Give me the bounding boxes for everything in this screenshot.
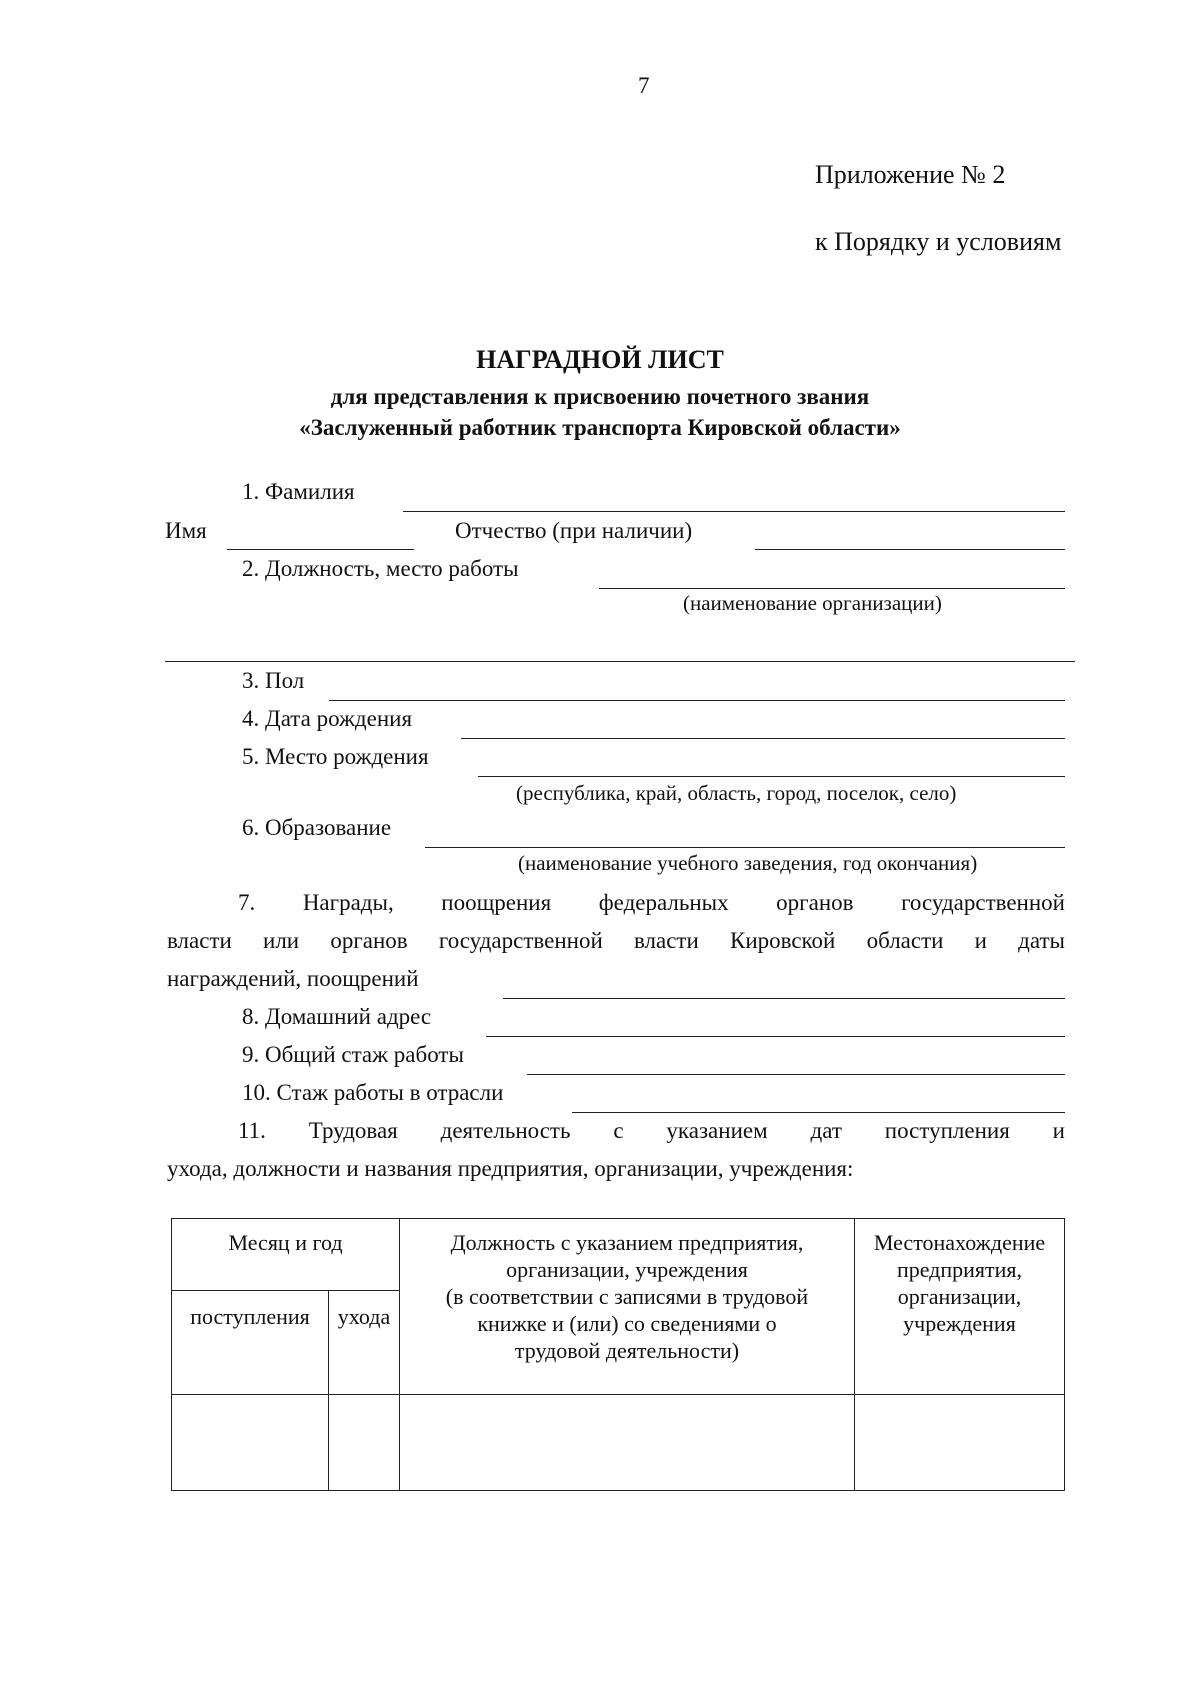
leave-header	[329, 1291, 400, 1395]
entry-header	[172, 1291, 329, 1395]
entry-label: поступления	[190, 1304, 310, 1329]
location-col-line2: предприятия,	[896, 1257, 1023, 1282]
awards-text-line1: 7. Награды, поощрения федеральных органов государственной	[238, 890, 1065, 915]
appendix-reference: к Порядку и условиям	[815, 227, 1062, 256]
appendix-number: Приложение № 2	[815, 160, 1006, 189]
leave-label: ухода	[337, 1304, 391, 1329]
position-label: 2. Должность, место работы	[242, 556, 519, 581]
home-address-label: 8. Домашний адрес	[242, 1004, 432, 1029]
employment-history-table	[171, 1218, 1065, 1491]
birth-place-label: 5. Место рождения	[242, 744, 429, 769]
total-experience-line[interactable]	[527, 1074, 1065, 1075]
position-cell[interactable]	[400, 1395, 855, 1491]
sex-line[interactable]	[329, 700, 1065, 701]
name-line[interactable]	[227, 549, 414, 550]
industry-experience-label: 10. Стаж работы в отрасли	[242, 1080, 504, 1105]
leave-cell[interactable]	[329, 1395, 400, 1491]
position-col-line5: трудовой деятельности)	[514, 1338, 740, 1363]
birth-place-hint: (республика, край, область, город, поселок, село)	[516, 781, 957, 805]
position-hint: (наименование организации)	[683, 591, 942, 615]
patronymic-line[interactable]	[755, 549, 1065, 550]
home-address-line[interactable]	[486, 1036, 1065, 1037]
education-line[interactable]	[425, 847, 1065, 848]
location-cell[interactable]	[855, 1395, 1065, 1491]
position-col-line1: Должность с указанием предприятия,	[450, 1230, 804, 1255]
page-number: 7	[638, 73, 650, 98]
location-col-line1: Местонахождение	[873, 1230, 1046, 1255]
position-col-line2: организации, учреждения	[506, 1257, 748, 1282]
awards-line[interactable]	[503, 998, 1065, 999]
birth-date-label: 4. Дата рождения	[242, 706, 413, 731]
education-hint: (наименование учебного заведения, год окончания)	[518, 851, 978, 875]
document-title: НАГРАДНОЙ ЛИСТ	[476, 345, 724, 374]
position-line[interactable]	[599, 588, 1065, 589]
birth-date-line[interactable]	[461, 738, 1065, 739]
month-year-header	[172, 1219, 400, 1291]
education-label: 6. Образование	[242, 815, 392, 840]
position-column-header	[400, 1219, 855, 1395]
sex-label: 3. Пол	[242, 668, 305, 693]
document-subtitle: для представления к присвоению почетного звания	[330, 384, 870, 409]
position-col-line4: книжке и (или) со сведениями о	[477, 1311, 777, 1336]
entry-cell[interactable]	[172, 1395, 329, 1491]
total-experience-label: 9. Общий стаж работы	[242, 1042, 464, 1067]
location-col-line3: организации,	[897, 1284, 1022, 1309]
industry-experience-line[interactable]	[572, 1112, 1065, 1113]
location-column-header	[855, 1219, 1065, 1395]
document-award-name: «Заслуженный работник транспорта Кировской области»	[299, 415, 901, 440]
birth-place-line[interactable]	[478, 776, 1065, 777]
name-label: Имя	[165, 518, 207, 543]
surname-label: 1. Фамилия	[242, 479, 355, 504]
position-col-line3: (в соответствии с записями в трудовой	[445, 1284, 809, 1309]
position-line-2[interactable]	[165, 661, 1075, 662]
patronymic-label: Отчество (при наличии)	[455, 518, 693, 543]
awards-text-line2: власти или органов государственной власти Кировской области и даты	[167, 928, 1065, 953]
labor-text-line2: ухода, должности и названия предприятия, организации, учреждения:	[167, 1156, 854, 1181]
surname-line[interactable]	[403, 511, 1065, 512]
labor-text-line1: 11. Трудовая деятельность с указанием дат поступления и	[238, 1118, 1065, 1143]
location-col-line4: учреждения	[903, 1311, 1016, 1336]
awards-text-line3: награждений, поощрений	[167, 966, 419, 991]
month-year-label: Месяц и год	[228, 1230, 343, 1255]
